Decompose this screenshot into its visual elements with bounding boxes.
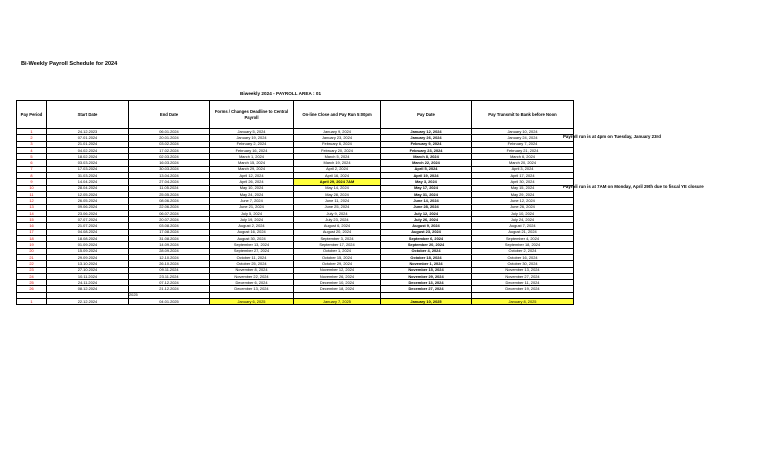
table-row xyxy=(17,299,574,305)
pay-date-cell: October 4, 2024 xyxy=(381,248,472,254)
pay-date-cell: February 23, 2024 xyxy=(381,147,472,153)
pay-date-cell: February 9, 2024 xyxy=(381,141,472,147)
online-close-cell: January 9, 2024 xyxy=(294,129,381,135)
end-date-cell: 17.08.2024 xyxy=(129,229,210,235)
forms-deadline-cell: March 29, 2024 xyxy=(210,166,294,172)
end-date-cell: 08.06.2024 xyxy=(129,198,210,204)
pay-period-cell: 2 xyxy=(17,135,47,141)
pay-date-cell: November 1, 2024 xyxy=(381,261,472,267)
online-close-cell: September 3, 2024 xyxy=(294,236,381,242)
pay-date-cell: December 27, 2024 xyxy=(381,286,472,292)
page-title: Bi-Weekly Payroll Schedule for 2024 xyxy=(21,61,118,67)
pay-period-cell: 10 xyxy=(17,185,47,191)
header-row xyxy=(17,101,574,129)
end-date-cell: 06.01.2024 xyxy=(129,129,210,135)
forms-deadline-cell: March 15, 2024 xyxy=(210,160,294,166)
end-date-cell: 20.01.2024 xyxy=(129,135,210,141)
start-date-cell: 03.03.2024 xyxy=(47,160,129,166)
pay-date-cell: March 8, 2024 xyxy=(381,154,472,160)
online-close-cell: January 23, 2024 xyxy=(294,135,381,141)
transmit-cell: August 21, 2024 xyxy=(472,229,574,235)
end-date-cell: 09.11.2024 xyxy=(129,267,210,273)
pay-date-cell: January 10, 2025 xyxy=(381,299,472,305)
end-date-cell: 13.04.2024 xyxy=(129,173,210,179)
forms-deadline-cell: April 12, 2024 xyxy=(210,173,294,179)
transmit-cell: January 10, 2024 xyxy=(472,129,574,135)
transmit-cell: October 16, 2024 xyxy=(472,254,574,260)
transmit-cell: February 21, 2024 xyxy=(472,147,574,153)
end-date-cell: 22.06.2024 xyxy=(129,204,210,210)
forms-deadline-cell: November 8, 2024 xyxy=(210,267,294,273)
start-date-cell: 12.05.2024 xyxy=(47,191,129,197)
note-payroll-run-january: Payroll run is at 4pm on Tuesday, January 23rd xyxy=(563,134,661,139)
online-close-cell: May 28, 2024 xyxy=(294,191,381,197)
header-end-date: End Date xyxy=(129,101,210,129)
pay-period-cell: 8 xyxy=(17,173,47,179)
online-close-cell: November 12, 2024 xyxy=(294,267,381,273)
pay-period-cell: 4 xyxy=(17,147,47,153)
pay-period-cell: 12 xyxy=(17,198,47,204)
end-date-cell: 17.02.2024 xyxy=(129,147,210,153)
end-date-cell: 28.09.2024 xyxy=(129,248,210,254)
online-close-cell: March 19, 2024 xyxy=(294,160,381,166)
forms-deadline-cell: January 19, 2024 xyxy=(210,135,294,141)
pay-period-cell: 7 xyxy=(17,166,47,172)
forms-deadline-cell: January 5, 2024 xyxy=(210,129,294,135)
header-pay-period: Pay Period xyxy=(17,101,47,129)
online-close-cell: February 20, 2024 xyxy=(294,147,381,153)
forms-deadline-cell: September 13, 2024 xyxy=(210,242,294,248)
pay-date-cell: July 12, 2024 xyxy=(381,210,472,216)
forms-deadline-cell: February 2, 2024 xyxy=(210,141,294,147)
end-date-cell: 27.04.2024 xyxy=(129,179,210,185)
forms-deadline-cell: March 1, 2024 xyxy=(210,154,294,160)
start-date-cell: 23.06.2024 xyxy=(47,210,129,216)
forms-deadline-cell: February 16, 2024 xyxy=(210,147,294,153)
start-date-cell: 07.01.2024 xyxy=(47,135,129,141)
pay-date-cell: May 3, 2024 xyxy=(381,179,472,185)
online-close-cell: February 6, 2024 xyxy=(294,141,381,147)
transmit-cell: December 19, 2024 xyxy=(472,286,574,292)
forms-deadline-cell: October 11, 2024 xyxy=(210,254,294,260)
transmit-cell: October 2, 2024 xyxy=(472,248,574,254)
pay-date-cell: May 31, 2024 xyxy=(381,191,472,197)
payroll-schedule-table xyxy=(16,100,574,305)
end-date-cell: 12.10.2024 xyxy=(129,254,210,260)
year-divider: 2025 xyxy=(129,292,210,298)
end-date-cell: 07.12.2024 xyxy=(129,280,210,286)
end-date-cell: 14.09.2024 xyxy=(129,242,210,248)
start-date-cell: 24.12.2023 xyxy=(47,129,129,135)
forms-deadline-cell: May 10, 2024 xyxy=(210,185,294,191)
pay-date-cell: August 23, 2024 xyxy=(381,229,472,235)
pay-period-cell: 23 xyxy=(17,267,47,273)
end-date-cell: 03.08.2024 xyxy=(129,223,210,229)
online-close-cell: March 5, 2024 xyxy=(294,154,381,160)
forms-deadline-cell: May 24, 2024 xyxy=(210,191,294,197)
pay-date-cell: September 6, 2024 xyxy=(381,236,472,242)
start-date-cell: 14.04.2024 xyxy=(47,179,129,185)
end-date-cell: 30.03.2024 xyxy=(129,166,210,172)
transmit-cell: July 24, 2024 xyxy=(472,217,574,223)
end-date-cell: 20.07.2024 xyxy=(129,217,210,223)
end-date-cell: 06.07.2024 xyxy=(129,210,210,216)
pay-date-cell: June 14, 2024 xyxy=(381,198,472,204)
pay-period-cell: 22 xyxy=(17,261,47,267)
forms-deadline-cell: December 13, 2024 xyxy=(210,286,294,292)
online-close-cell: January 7, 2025 xyxy=(294,299,381,305)
start-date-cell: 13.10.2024 xyxy=(47,261,129,267)
online-close-cell: August 20, 2024 xyxy=(294,229,381,235)
start-date-cell: 22.12.2024 xyxy=(47,299,129,305)
end-date-cell: 21.12.2024 xyxy=(129,286,210,292)
forms-deadline-cell: December 6, 2024 xyxy=(210,280,294,286)
forms-deadline-cell: June 21, 2024 xyxy=(210,204,294,210)
header-forms-deadline: Forms / Changes Deadline to Central Payroll xyxy=(210,101,294,129)
transmit-cell: March 20, 2024 xyxy=(472,160,574,166)
end-date-cell: 02.03.2024 xyxy=(129,154,210,160)
header-pay-date: Pay Date xyxy=(381,101,472,129)
transmit-cell: June 26, 2024 xyxy=(472,204,574,210)
pay-period-cell: 17 xyxy=(17,229,47,235)
pay-period-cell: 18 xyxy=(17,236,47,242)
start-date-cell: 15.09.2024 xyxy=(47,248,129,254)
transmit-cell: April 30, 2024 xyxy=(472,179,574,185)
pay-period-cell: 16 xyxy=(17,223,47,229)
pay-period-cell: 24 xyxy=(17,273,47,279)
pay-date-cell: December 13, 2024 xyxy=(381,280,472,286)
pay-period-cell: 3 xyxy=(17,141,47,147)
start-date-cell: 10.11.2024 xyxy=(47,273,129,279)
start-date-cell: 31.03.2024 xyxy=(47,173,129,179)
pay-period-cell: 26 xyxy=(17,286,47,292)
transmit-cell: June 12, 2024 xyxy=(472,198,574,204)
transmit-cell: August 7, 2024 xyxy=(472,223,574,229)
pay-period-cell: 1 xyxy=(17,129,47,135)
forms-deadline-cell: January 6, 2025 xyxy=(210,299,294,305)
transmit-cell: July 10, 2024 xyxy=(472,210,574,216)
transmit-cell: January 24, 2024 xyxy=(472,135,574,141)
start-date-cell: 18.08.2024 xyxy=(47,236,129,242)
header-start-date: Start Date xyxy=(47,101,129,129)
online-close-cell: July 9, 2024 xyxy=(294,210,381,216)
transmit-cell: April 17, 2024 xyxy=(472,173,574,179)
pay-period-cell: 6 xyxy=(17,160,47,166)
forms-deadline-cell: November 22, 2024 xyxy=(210,273,294,279)
pay-date-cell: November 29, 2024 xyxy=(381,273,472,279)
pay-date-cell: August 9, 2024 xyxy=(381,223,472,229)
start-date-cell: 18.02.2024 xyxy=(47,154,129,160)
pay-period-cell: 11 xyxy=(17,191,47,197)
start-date-cell: 21.01.2024 xyxy=(47,141,129,147)
pay-date-cell: June 28, 2024 xyxy=(381,204,472,210)
transmit-cell: January 8, 2025 xyxy=(472,299,574,305)
online-close-cell: June 11, 2024 xyxy=(294,198,381,204)
transmit-cell: April 3, 2024 xyxy=(472,166,574,172)
pay-date-cell: September 20, 2024 xyxy=(381,242,472,248)
pay-period-cell: 19 xyxy=(17,242,47,248)
end-date-cell: 25.05.2024 xyxy=(129,191,210,197)
end-date-cell: 16.03.2024 xyxy=(129,160,210,166)
start-date-cell: 29.09.2024 xyxy=(47,254,129,260)
pay-date-cell: January 26, 2024 xyxy=(381,135,472,141)
online-close-cell: October 1, 2024 xyxy=(294,248,381,254)
start-date-cell: 17.03.2024 xyxy=(47,166,129,172)
pay-date-cell: April 19, 2024 xyxy=(381,173,472,179)
end-date-cell: 11.05.2024 xyxy=(129,185,210,191)
pay-date-cell: January 12, 2024 xyxy=(381,129,472,135)
pay-date-cell: July 26, 2024 xyxy=(381,217,472,223)
table-subtitle: Biweekly 2024 - PAYROLL AREA : 01 xyxy=(240,91,322,96)
forms-deadline-cell: April 26, 2024 xyxy=(210,179,294,185)
end-date-cell: 26.10.2024 xyxy=(129,261,210,267)
forms-deadline-cell: September 27, 2024 xyxy=(210,248,294,254)
pay-period-cell: 25 xyxy=(17,280,47,286)
forms-deadline-cell: June 7, 2024 xyxy=(210,198,294,204)
transmit-cell: December 11, 2024 xyxy=(472,280,574,286)
start-date-cell: 04.08.2024 xyxy=(47,229,129,235)
online-close-cell: September 17, 2024 xyxy=(294,242,381,248)
online-close-cell: April 29, 2024 7AM xyxy=(294,179,381,185)
transmit-cell: May 29, 2024 xyxy=(472,191,574,197)
end-date-cell: 04.01.2025 xyxy=(129,299,210,305)
online-close-cell: May 14, 2024 xyxy=(294,185,381,191)
forms-deadline-cell: August 30, 2024 xyxy=(210,236,294,242)
online-close-cell: December 10, 2024 xyxy=(294,280,381,286)
forms-deadline-cell: October 25, 2024 xyxy=(210,261,294,267)
online-close-cell: July 23, 2024 xyxy=(294,217,381,223)
online-close-cell: June 25, 2024 xyxy=(294,204,381,210)
pay-period-cell: 14 xyxy=(17,210,47,216)
header-online-close: On-line Close and Pay Run 5:00pm xyxy=(294,101,381,129)
pay-date-cell: October 18, 2024 xyxy=(381,254,472,260)
pay-period-cell: 15 xyxy=(17,217,47,223)
online-close-cell: November 26, 2024 xyxy=(294,273,381,279)
pay-date-cell: March 22, 2024 xyxy=(381,160,472,166)
start-date-cell: 21.07.2024 xyxy=(47,223,129,229)
transmit-cell: May 15, 2024 xyxy=(472,185,574,191)
transmit-cell: September 18, 2024 xyxy=(472,242,574,248)
start-date-cell: 07.07.2024 xyxy=(47,217,129,223)
forms-deadline-cell: July 19, 2024 xyxy=(210,217,294,223)
pay-period-cell: 13 xyxy=(17,204,47,210)
end-date-cell: 31.08.2024 xyxy=(129,236,210,242)
forms-deadline-cell: August 16, 2024 xyxy=(210,229,294,235)
forms-deadline-cell: August 2, 2024 xyxy=(210,223,294,229)
pay-period-cell: 1 xyxy=(17,299,47,305)
pay-date-cell: April 5, 2024 xyxy=(381,166,472,172)
pay-date-cell: May 17, 2024 xyxy=(381,185,472,191)
start-date-cell: 26.05.2024 xyxy=(47,198,129,204)
start-date-cell: 28.04.2024 xyxy=(47,185,129,191)
end-date-cell: 23.11.2024 xyxy=(129,273,210,279)
pay-period-cell: 21 xyxy=(17,254,47,260)
online-close-cell: April 16, 2024 xyxy=(294,173,381,179)
online-close-cell: August 6, 2024 xyxy=(294,223,381,229)
transmit-cell: September 4, 2024 xyxy=(472,236,574,242)
transmit-cell: October 30, 2024 xyxy=(472,261,574,267)
start-date-cell: 08.12.2024 xyxy=(47,286,129,292)
online-close-cell: October 15, 2024 xyxy=(294,254,381,260)
pay-date-cell: November 15, 2024 xyxy=(381,267,472,273)
forms-deadline-cell: July 5, 2024 xyxy=(210,210,294,216)
pay-period-cell: 9 xyxy=(17,179,47,185)
online-close-cell: December 18, 2024 xyxy=(294,286,381,292)
online-close-cell: October 29, 2024 xyxy=(294,261,381,267)
note-payroll-run-april: Payroll run is at 7AM on Monday, April 29th due to fiscal YE closure xyxy=(563,184,704,189)
start-date-cell: 27.10.2024 xyxy=(47,267,129,273)
transmit-cell: February 7, 2024 xyxy=(472,141,574,147)
transmit-cell: November 27, 2024 xyxy=(472,273,574,279)
start-date-cell: 01.09.2024 xyxy=(47,242,129,248)
transmit-cell: November 13, 2024 xyxy=(472,267,574,273)
pay-period-cell: 5 xyxy=(17,154,47,160)
end-date-cell: 03.02.2024 xyxy=(129,141,210,147)
start-date-cell: 24.11.2024 xyxy=(47,280,129,286)
pay-period-cell: 20 xyxy=(17,248,47,254)
transmit-cell: March 6, 2024 xyxy=(472,154,574,160)
start-date-cell: 04.02.2024 xyxy=(47,147,129,153)
header-transmit: Pay Transmit to Bank before Noon xyxy=(472,101,574,129)
online-close-cell: April 2, 2024 xyxy=(294,166,381,172)
start-date-cell: 09.06.2024 xyxy=(47,204,129,210)
